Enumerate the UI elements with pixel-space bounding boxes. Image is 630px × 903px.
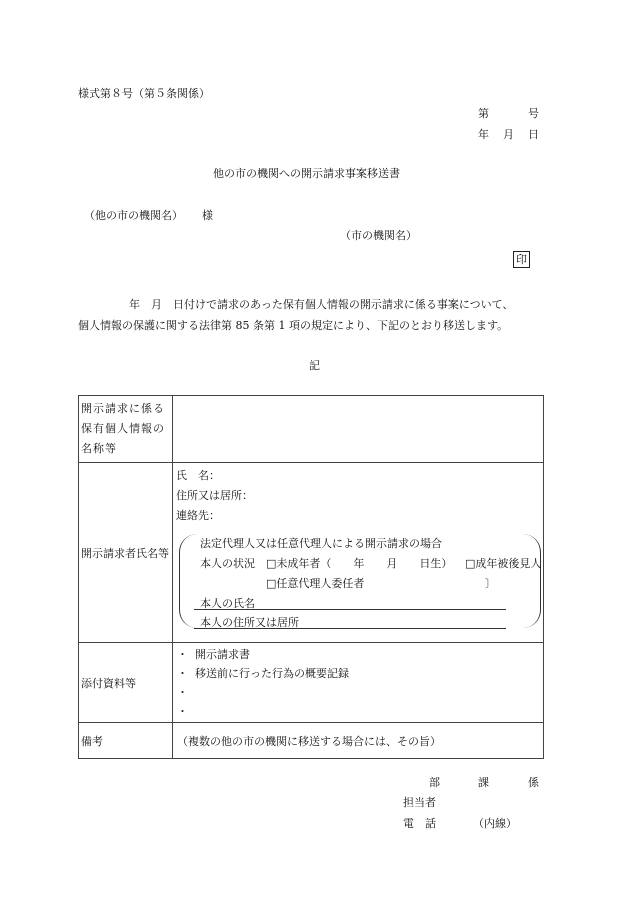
attachments-label: 添付資料等	[81, 676, 136, 690]
attachment-item: ・	[177, 705, 188, 718]
document-title: 他の市の機関への開示請求事案移送書	[213, 167, 400, 180]
info-name-label: 開示請求に係る保有個人情報の名称等	[81, 402, 165, 455]
transfer-details-table	[78, 395, 544, 759]
remarks-label: 備考	[81, 734, 103, 748]
doc-number-prefix: 第	[478, 107, 489, 120]
seal-mark: 印	[513, 251, 530, 268]
attachment-item: ・	[177, 686, 188, 699]
attachment-item: ・ 移送前に行った行為の概要記録	[177, 667, 349, 680]
agent-request-box	[179, 534, 541, 628]
requester-contact-label: 連絡先：	[176, 509, 220, 522]
footer-unit: 係	[528, 776, 539, 789]
remarks-text: （複数の他の市の機関に移送する場合には、その旨）	[177, 734, 441, 748]
close-bracket: 〕	[485, 577, 496, 590]
delegate-checkbox-option[interactable]: □任意代理人委任者	[266, 577, 365, 590]
doc-number-suffix: 号	[528, 107, 539, 120]
attachments-label-cell	[79, 643, 173, 723]
remarks-label-cell	[79, 723, 173, 759]
requester-address-label: 住所又は居所：	[176, 489, 253, 502]
attachment-item: ・ 開示請求書	[177, 648, 250, 661]
principal-address-line	[194, 628, 506, 629]
body-line-2: 個人情報の保護に関する法律第 85 条第 1 項の規定により、下記のとおり移送します。	[78, 319, 509, 332]
principal-name-label: 本人の氏名	[200, 597, 255, 610]
minor-checkbox-option[interactable]: □未成年者（ 年 月 日生）	[266, 557, 453, 570]
footer-extension: （内線）	[473, 817, 517, 830]
addressee-honorific: 様	[202, 209, 213, 222]
footer-phone-label: 電 話	[403, 817, 436, 830]
footer-section: 課	[478, 776, 489, 789]
principal-status-label: 本人の状況	[200, 557, 255, 570]
date-day: 日	[528, 128, 539, 141]
date-year: 年	[478, 128, 489, 141]
attachments-value-cell	[173, 643, 544, 723]
requester-value-cell	[173, 463, 544, 643]
requester-label-cell	[79, 463, 173, 643]
info-name-label-cell	[79, 396, 173, 463]
addressee-name: （他の市の機関名）	[84, 209, 183, 222]
requester-label: 開示請求者氏名等	[81, 546, 169, 560]
agent-heading: 法定代理人又は任意代理人による開示請求の場合	[200, 537, 442, 550]
info-name-value-cell	[173, 396, 544, 463]
ki-heading: 記	[309, 359, 320, 372]
footer-dept: 部	[429, 776, 440, 789]
adult-ward-checkbox-option[interactable]: □成年被後見人	[465, 557, 542, 570]
remarks-value-cell	[173, 723, 544, 759]
body-line-1: 年 月 日付けで請求のあった保有個人情報の開示請求に係る事案について、	[129, 298, 514, 311]
form-number: 様式第８号（第５条関係）	[78, 87, 210, 100]
principal-name-line	[194, 609, 506, 610]
principal-address-label: 本人の住所又は居所	[200, 616, 299, 629]
requester-name-label: 氏 名：	[176, 469, 220, 482]
sender-name: （市の機関名）	[340, 229, 417, 242]
date-month: 月	[503, 128, 514, 141]
footer-person-label: 担当者	[403, 796, 436, 809]
